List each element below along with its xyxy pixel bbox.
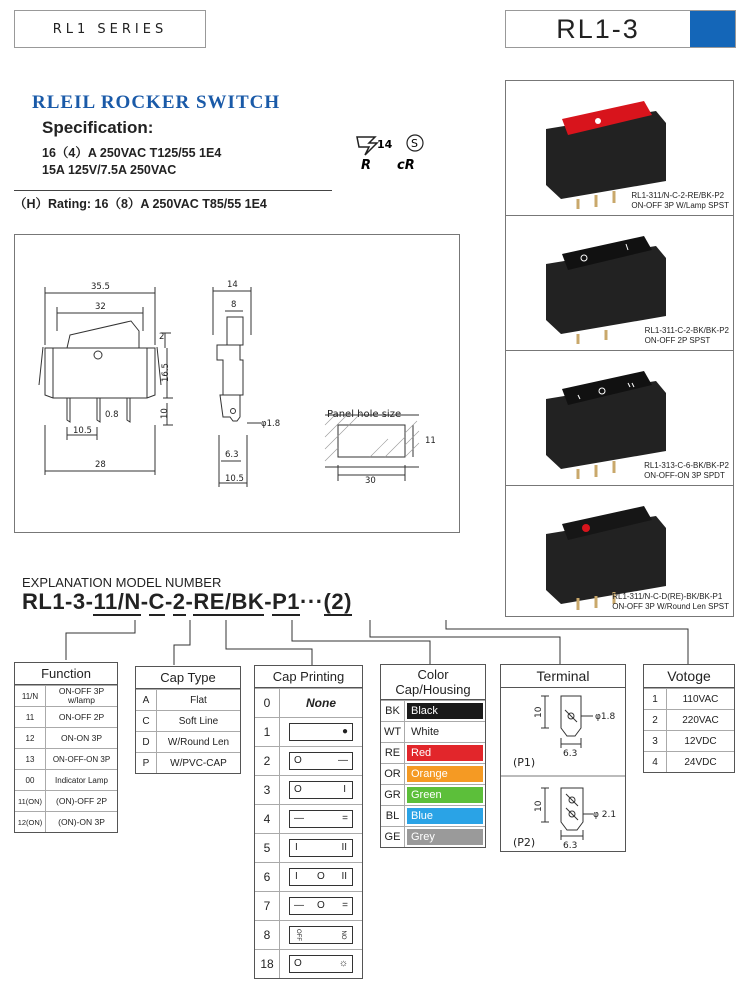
cap-printing-code: 5 xyxy=(255,834,280,863)
p2-hole: φ 2.1 xyxy=(593,810,617,820)
symbol-mid: O xyxy=(317,900,325,911)
function-table xyxy=(14,662,118,833)
dim-28: 28 xyxy=(95,460,106,470)
color-swatch: Black xyxy=(407,703,483,719)
function-code: 11/N xyxy=(15,686,46,707)
function-desc: ON-OFF 2P xyxy=(46,707,118,728)
rating-line: （H）Rating: 16（8）A 250VAC T85/55 1E4 xyxy=(14,190,332,212)
dim-35-5: 35.5 xyxy=(91,282,110,292)
model-terminal-code: P1 xyxy=(272,589,301,614)
photo-desc-4: ON-OFF 3P W/Round Len SPST xyxy=(612,602,729,611)
model-sep-5: - xyxy=(264,589,273,614)
photo-caption-2 xyxy=(645,326,729,346)
symbol-right: ON xyxy=(342,930,349,940)
p2-height: 10 xyxy=(534,800,544,812)
table-row xyxy=(255,718,362,747)
cap-printing-symbol xyxy=(289,868,353,886)
model-color-code: RE/BK xyxy=(193,589,265,614)
s-mark-text: S xyxy=(411,137,418,150)
dim-10-5-a: 10.5 xyxy=(73,426,92,436)
table-row xyxy=(255,747,362,776)
photo-desc-3: ON-OFF-ON 3P SPDT xyxy=(644,471,725,480)
table-row xyxy=(136,753,240,774)
accent-block xyxy=(690,11,735,47)
symbol-left: — xyxy=(294,813,304,824)
color-table xyxy=(380,664,486,848)
s-mark-icon xyxy=(407,135,423,151)
model-cap-type-code: C xyxy=(148,589,165,614)
voltage-code: 2 xyxy=(644,710,667,731)
model-base: RL1-3 xyxy=(22,589,86,614)
function-desc: (ON)-ON 3P xyxy=(46,812,118,833)
cap-type-desc: Flat xyxy=(157,690,241,711)
symbol-right: = xyxy=(342,900,348,911)
p1-width: 6.3 xyxy=(563,749,578,759)
table-row xyxy=(255,805,362,834)
ur-mark-icon xyxy=(361,158,371,173)
cert-logos xyxy=(355,133,435,178)
table-row xyxy=(381,764,485,785)
cap-type-title: Cap Type xyxy=(136,667,240,689)
color-code: BK xyxy=(381,701,405,722)
color-code: WT xyxy=(381,722,405,743)
table-row xyxy=(255,776,362,805)
cap-printing-code: 1 xyxy=(255,718,280,747)
dim-10: 10 xyxy=(160,408,170,419)
cap-printing-symbol xyxy=(289,897,353,915)
symbol-right: II xyxy=(341,871,347,882)
model-header xyxy=(505,10,736,48)
cap-printing-table xyxy=(254,665,363,979)
product-title: RLEIL ROCKER SWITCH xyxy=(32,92,281,113)
voltage-code: 3 xyxy=(644,731,667,752)
photo-desc-2: ON-OFF 2P SPST xyxy=(644,336,711,345)
color-title xyxy=(381,665,485,700)
enec-mark-icon xyxy=(357,137,393,155)
voltage-value: 220VAC xyxy=(667,710,735,731)
cap-printing-code: 0 xyxy=(255,689,280,718)
color-swatch: White xyxy=(407,724,483,740)
p2-width: 6.3 xyxy=(563,841,578,848)
table-row xyxy=(255,950,362,979)
table-row xyxy=(15,749,117,770)
cap-printing-symbol xyxy=(289,926,353,944)
cap-printing-title: Cap Printing xyxy=(255,666,362,688)
table-row xyxy=(381,806,485,827)
model-dots: ··· xyxy=(300,589,324,614)
symbol-right: I xyxy=(343,784,346,795)
function-code: 12(ON) xyxy=(15,812,46,833)
photo-cell-2 xyxy=(506,216,733,351)
model-sep-3: - xyxy=(164,589,173,614)
model-sep-1: - xyxy=(85,589,94,614)
symbol-left: O xyxy=(294,958,302,969)
color-code: BL xyxy=(381,806,405,827)
dim-8: 8 xyxy=(231,300,237,310)
table-row xyxy=(255,892,362,921)
photo-cell-3 xyxy=(506,351,733,486)
p1-label: (P1) xyxy=(513,756,536,769)
cur-mark-icon xyxy=(397,158,415,173)
photo-model-4: RL1-311/N-C-D(RE)-BK/BK-P1 xyxy=(612,592,723,601)
table-row xyxy=(381,827,485,848)
function-code: 11 xyxy=(15,707,46,728)
dim-16-5: 16.5 xyxy=(161,363,171,382)
voltage-value: 24VDC xyxy=(667,752,735,773)
cap-type-code: A xyxy=(136,690,157,711)
model-voltage-code: (2) xyxy=(323,589,352,614)
cap-printing-code: 6 xyxy=(255,863,280,892)
dim-10-5-b: 10.5 xyxy=(225,474,244,484)
dimension-drawing xyxy=(15,235,459,532)
table-row xyxy=(381,722,485,743)
voltage-code: 1 xyxy=(644,689,667,710)
model-sep-2: - xyxy=(140,589,149,614)
table-row xyxy=(15,812,117,833)
photo-caption-3 xyxy=(644,461,729,481)
panel-hole-label: Panel hole size xyxy=(327,409,402,420)
model-function-code: 11/N xyxy=(93,589,141,614)
technical-drawing xyxy=(14,234,460,533)
cap-printing-symbol xyxy=(289,810,353,828)
table-row xyxy=(15,686,117,707)
function-code: 00 xyxy=(15,770,46,791)
model-number-breakdown xyxy=(22,589,352,615)
explanation-label: EXPLANATION MODEL NUMBER xyxy=(22,575,222,590)
dim-0-8: 0.8 xyxy=(105,410,119,420)
cap-printing-code: 8 xyxy=(255,921,280,950)
enec-number: 14 xyxy=(377,138,393,151)
function-title: Function xyxy=(15,663,117,685)
color-code: RE xyxy=(381,743,405,764)
symbol-mid: O xyxy=(317,871,325,882)
color-code: GE xyxy=(381,827,405,848)
model-cap-printing-code: 2 xyxy=(172,589,186,614)
p1-height: 10 xyxy=(534,706,544,718)
cap-printing-symbol xyxy=(289,723,353,741)
photo-model-3: RL1-313-C-6-BK/BK-P2 xyxy=(644,461,729,470)
voltage-code: 4 xyxy=(644,752,667,773)
function-code: 13 xyxy=(15,749,46,770)
connector-lines xyxy=(0,615,750,665)
spec-line-1: 16（4）A 250VAC T125/55 1E4 xyxy=(42,146,222,160)
symbol-right: ● xyxy=(341,726,348,737)
cap-type-table xyxy=(135,666,241,774)
symbol-left: OFF xyxy=(295,929,301,941)
voltage-value: 12VDC xyxy=(667,731,735,752)
cap-type-code: P xyxy=(136,753,157,774)
table-row xyxy=(644,710,734,731)
symbol-right: = xyxy=(342,813,348,824)
symbol-left: I xyxy=(295,871,298,882)
cap-printing-symbol xyxy=(289,839,353,857)
round-lens xyxy=(582,524,590,532)
photo-caption-1 xyxy=(631,191,729,211)
symbol-left: I xyxy=(295,842,298,853)
table-row xyxy=(381,743,485,764)
function-desc: ON-OFF 3P w/lamp xyxy=(46,686,118,707)
cap-type-desc: W/PVC-CAP xyxy=(157,753,241,774)
p1-hole: φ1.8 xyxy=(595,712,616,722)
table-row xyxy=(136,732,240,753)
cap-type-desc: Soft Line xyxy=(157,711,241,732)
dim-32: 32 xyxy=(95,302,106,312)
symbol-right: — xyxy=(338,755,348,766)
cap-printing-code: 3 xyxy=(255,776,280,805)
table-row xyxy=(381,701,485,722)
photo-model-1: RL1-311/N-C-2-RE/BK-P2 xyxy=(631,191,725,200)
voltage-table xyxy=(643,664,735,773)
cap-printing-code: 2 xyxy=(255,747,280,776)
dim-phi-1-8: φ1.8 xyxy=(261,419,281,429)
photo-caption-4 xyxy=(612,592,729,612)
symbol-left: O xyxy=(294,755,302,766)
symbol-right: II xyxy=(341,842,347,853)
table-row xyxy=(255,689,362,718)
photo-model-2: RL1-311-C-2-BK/BK-P2 xyxy=(644,326,729,335)
terminal-table xyxy=(500,664,626,852)
model-title: RL1-3 xyxy=(556,13,640,44)
table-row xyxy=(136,690,240,711)
panel-width: 30 xyxy=(365,476,376,486)
symbol-left: — xyxy=(294,900,304,911)
cap-printing-symbol xyxy=(289,781,353,799)
cap-printing-symbol xyxy=(289,752,353,770)
product-photos xyxy=(505,80,734,617)
table-row xyxy=(15,791,117,812)
table-row xyxy=(15,770,117,791)
table-row xyxy=(15,707,117,728)
cap-printing-code: 7 xyxy=(255,892,280,921)
function-desc: Indicator Lamp xyxy=(46,770,118,791)
function-code: 12 xyxy=(15,728,46,749)
color-swatch: Blue xyxy=(407,808,483,824)
table-row xyxy=(15,728,117,749)
cur-mark-text: cR xyxy=(397,158,415,173)
color-code: OR xyxy=(381,764,405,785)
p2-label: (P2) xyxy=(513,836,536,848)
table-row xyxy=(381,785,485,806)
table-row xyxy=(644,689,734,710)
spec-line-2: 15A 125V/7.5A 250VAC xyxy=(42,163,177,177)
symbol-right: ☼ xyxy=(338,958,348,969)
table-row xyxy=(644,752,734,773)
spec-title: Specification: xyxy=(42,118,154,137)
function-desc: (ON)-OFF 2P xyxy=(46,791,118,812)
color-title-line-1: Color xyxy=(417,667,449,682)
table-row xyxy=(255,834,362,863)
function-code: 11(ON) xyxy=(15,791,46,812)
table-row xyxy=(255,921,362,950)
photo-cell-1 xyxy=(506,81,733,216)
cap-printing-code: 18 xyxy=(255,950,280,979)
symbol-left: O xyxy=(294,784,302,795)
photo-cell-4 xyxy=(506,486,733,616)
cap-type-code: D xyxy=(136,732,157,753)
cap-printing-none: None xyxy=(280,689,363,718)
color-code: GR xyxy=(381,785,405,806)
color-swatch: Green xyxy=(407,787,483,803)
cap-printing-symbol xyxy=(289,955,353,973)
cap-type-code: C xyxy=(136,711,157,732)
series-label: RL1 SERIES xyxy=(14,10,206,48)
color-swatch: Orange xyxy=(407,766,483,782)
panel-height: 11 xyxy=(425,436,436,446)
cap-type-desc: W/Round Len xyxy=(157,732,241,753)
cert-marks xyxy=(355,133,435,183)
color-swatch: Red xyxy=(407,745,483,761)
cap-printing-code: 4 xyxy=(255,805,280,834)
dim-2: 2 xyxy=(159,332,165,342)
color-swatch: Grey xyxy=(407,829,483,845)
color-title-line-2: Cap/Housing xyxy=(395,682,471,697)
terminal-title: Terminal xyxy=(501,665,625,688)
photo-desc-1: ON-OFF 3P W/Lamp SPST xyxy=(631,201,729,210)
model-sep-4: - xyxy=(185,589,194,614)
table-row xyxy=(136,711,240,732)
table-row xyxy=(644,731,734,752)
table-row xyxy=(255,863,362,892)
voltage-value: 110VAC xyxy=(667,689,735,710)
dim-14: 14 xyxy=(227,280,238,290)
ur-mark-text: R xyxy=(361,158,372,173)
dim-6-3: 6.3 xyxy=(225,450,239,460)
function-desc: ON-ON 3P xyxy=(46,728,118,749)
function-desc: ON-OFF-ON 3P xyxy=(46,749,118,770)
terminal-drawings xyxy=(501,688,625,848)
voltage-title: Votoge xyxy=(644,665,734,688)
